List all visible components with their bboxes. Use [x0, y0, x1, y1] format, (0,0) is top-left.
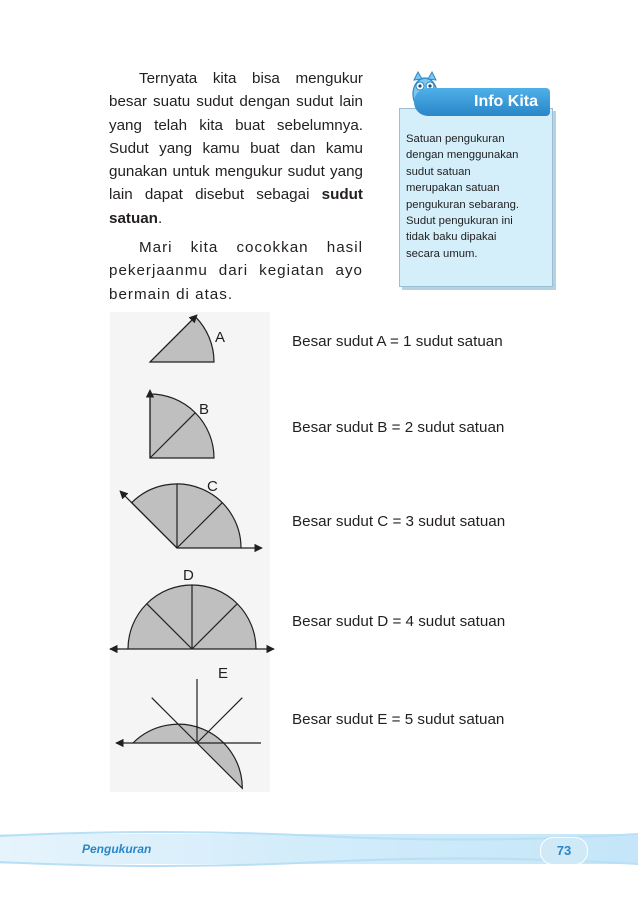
figure-label-b: B [199, 401, 210, 418]
footer-title: Pengukuran [82, 842, 152, 856]
caption-c: Besar sudut C = 3 sudut satuan [292, 513, 506, 530]
paragraph-2: Mari kita cocokkan hasil pekerjaanmu dari kegiatan ayo bermain di atas. [109, 239, 363, 303]
paragraph-1-end: . [157, 209, 163, 227]
page-number: 73 [540, 837, 588, 865]
figure-label-a: A [215, 329, 226, 346]
paragraph-1-text: Ternyata kita bisa mengukur besar suatu sudut dengan sudut lain yang telah kita buat sebelumnya. Sudut yang kamu buat dan kamu gunakan untuk mengukur sudut yang lain dapat disebut sebagai [109, 70, 363, 204]
info-line: tidak baku dipakai [406, 231, 497, 244]
key-term: sudut satuan [109, 186, 363, 227]
info-line: dengan menggunakan [406, 149, 519, 162]
figure-label-c: C [207, 478, 218, 495]
caption-e: Besar sudut E = 5 sudut satuan [292, 711, 505, 728]
angle-figure-e [116, 679, 261, 788]
info-line: Satuan pengukuran [406, 133, 505, 145]
angle-figure-a [150, 315, 214, 362]
info-line: Sudut pengukuran ini [406, 215, 513, 228]
info-line: merupakan satuan [406, 182, 500, 195]
info-box-title: Info Kita [414, 88, 550, 116]
caption-d: Besar sudut D = 4 sudut satuan [292, 613, 506, 630]
figure-label-e: E [218, 665, 229, 682]
angle-figure-d [110, 585, 274, 649]
info-line: secara umum. [406, 247, 478, 260]
figure-label-d: D [183, 567, 194, 584]
caption-a: Besar sudut A = 1 sudut satuan [292, 333, 503, 350]
info-line: pengukuran sebarang. [406, 198, 520, 211]
info-line: sudut satuan [406, 165, 471, 178]
caption-b: Besar sudut B = 2 sudut satuan [292, 419, 505, 436]
angle-figure-c [120, 484, 262, 548]
